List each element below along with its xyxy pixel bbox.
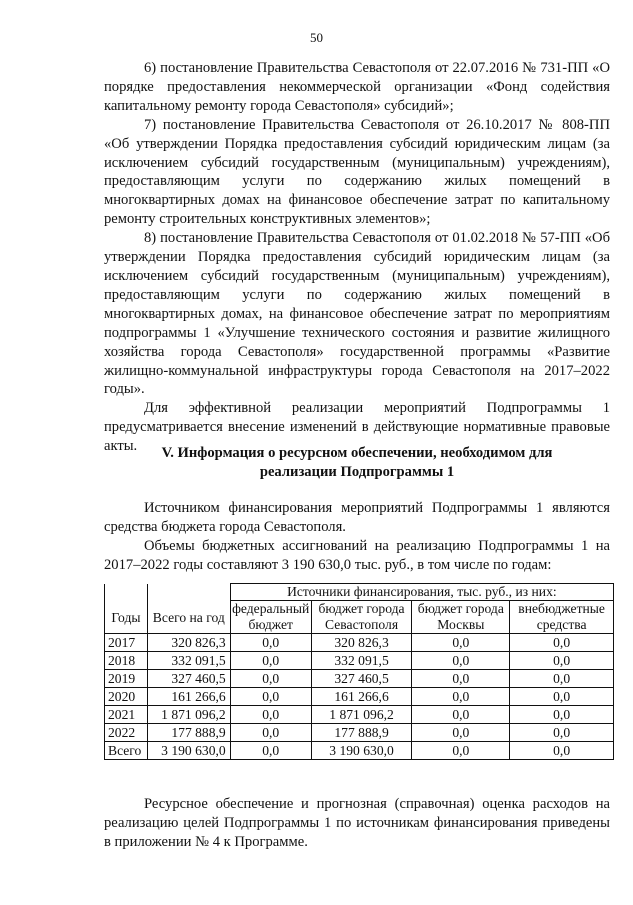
closing-section [104, 795, 610, 852]
section-heading-line-1: V. Информация о ресурсном обеспечении, необходимом для [161, 445, 553, 461]
header-moscow: бюджет города Москвы [412, 601, 510, 634]
paragraph-funding-volume: Объемы бюджетных ассигнований на реализацию Подпрограммы 1 на 2017–2022 годы составляют 3 190 630,0 тыс. руб., в том числе по годам: [104, 537, 610, 573]
paragraph-item-8: 8) постановление Правительства Севастополя от 01.02.2018 № 57-ПП «Об утверждении Порядка предоставления субсидий юридическим лицам (за исключением субсидий государственным (муниципальным) учреждениям), предоставляющим услуги по содержанию жилых помещений в многоквартирных домах, на финансовое обеспечение затрат по мероприятиям подпрограммы 1 «Улучшение технического состояния и развитие жилищного хозяйства города Севастополя» государственной программы «Развитие жилищно-коммунальной инфраструктуры города Севастополя на 2017–2022 годы». [104, 230, 610, 398]
table-row: 2019 327 460,5 0,0 327 460,5 0,0 0,0 [105, 670, 614, 688]
page-number: 50 [310, 30, 323, 45]
table-row: 2018 332 091,5 0,0 332 091,5 0,0 0,0 [105, 652, 614, 670]
paragraph-funding-source: Источником финансирования мероприятий Подпрограммы 1 являются средства бюджета города Севастополя. [104, 500, 610, 535]
header-federal: федеральный бюджет [232, 601, 310, 632]
paragraph-legal-acts: Для эффективной реализации мероприятий Подпрограммы 1 предусматривается внесение изменений в действующие нормативные правовые акты. [104, 400, 610, 455]
funding-table [104, 583, 614, 760]
section-heading-line-2: реализации Подпрограммы 1 [259, 464, 455, 480]
header-total-label: Всего на год [152, 610, 225, 626]
paragraph-item-7: 7) постановление Правительства Севастополя от 26.10.2017 № 808-ПП «Об утверждении Порядка предоставления субсидий юридическим лицам (за исключением субсидий государственным (муниципальным) учреждениям), предоставляющим услуги по содержанию жилых помещений в многоквартирных домах на финансовое обеспечение затрат по капитальному ремонту строительных конструктивных элементов»; [104, 116, 610, 228]
header-city: бюджет города Севастополя [311, 601, 412, 634]
paragraph-resource-estimate: Ресурсное обеспечение и прогнозная (справочная) оценка расходов на реализацию целей Подпрограммы 1 по источникам финансирования приведены в приложении № 4 к Программе. [104, 796, 610, 850]
table-row-total: Всего 3 190 630,0 0,0 3 190 630,0 0,0 0,0 [105, 742, 614, 760]
intro-section [104, 59, 610, 456]
table-row: 2021 1 871 096,2 0,0 1 871 096,2 0,0 0,0 [105, 706, 614, 724]
header-total [147, 584, 230, 634]
header-extrabudget: внебюджетные средства [510, 601, 614, 634]
table-row: 2022 177 888,9 0,0 177 888,9 0,0 0,0 [105, 724, 614, 742]
header-sources-group: Источники финансирования, тыс. руб., из них: [230, 584, 613, 601]
paragraph-item-6: 6) постановление Правительства Севастополя от 22.07.2016 № 731-ПП «О порядке предоставления некоммерческой организации «Фонд содействия капитальному ремонту города Севастополя» субсидий»; [104, 60, 610, 114]
table-row: 2020 161 266,6 0,0 161 266,6 0,0 0,0 [105, 688, 614, 706]
header-years-label: Годы [111, 610, 141, 626]
funding-section [104, 499, 610, 575]
header-years [105, 584, 148, 634]
section-heading [104, 444, 610, 482]
table-row: 2017 320 826,3 0,0 320 826,3 0,0 0,0 [105, 634, 614, 652]
